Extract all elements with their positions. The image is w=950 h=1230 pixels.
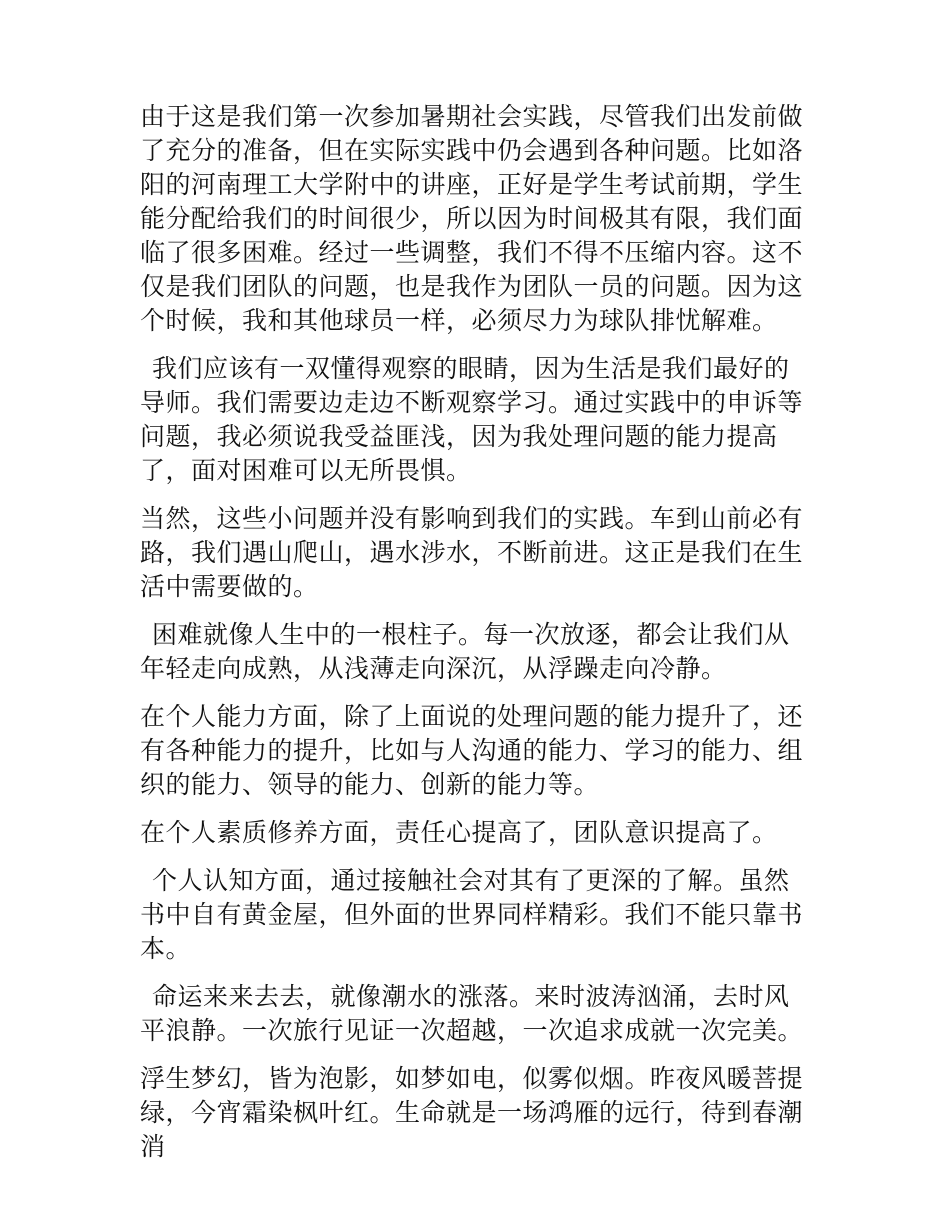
document-body — [140, 100, 812, 1178]
paragraph-4: 困难就像人生中的一根柱子。每一次放逐，都会让我们从年轻走向成熟，从浅薄走向深沉，从浮躁走向冷静。 — [140, 620, 790, 683]
paragraph-5: 在个人能力方面，除了上面说的处理问题的能力提升了，还有各种能力的提升，比如与人沟通的能力、学习的能力、组织的能力、领导的能力、创新的能力等。 — [140, 702, 804, 799]
paragraph-7: 个人认知方面，通过接触社会对其有了更深的了解。虽然书中自有黄金屋，但外面的世界同样精彩。我们不能只靠书本。 — [140, 866, 804, 963]
paragraph-3: 当然，这些小问题并没有影响到我们的实践。车到山前必有路，我们遇山爬山，遇水涉水，不断前进。这正是我们在生活中需要做的。 — [140, 504, 804, 601]
paragraph-9: 浮生梦幻，皆为泡影，如梦如电，似雾似烟。昨夜风暖菩提绿，今宵霜染枫叶红。生命就是一场鸿雁的远行，待到春潮消 — [140, 1064, 804, 1161]
paragraph-2: 我们应该有一双懂得观察的眼睛，因为生活是我们最好的导师。我们需要边走边不断观察学习。通过实践中的申诉等问题，我必须说我受益匪浅，因为我处理问题的能力提高了，面对困难可以无所畏惧。 — [140, 354, 804, 485]
paragraph-6: 在个人素质修养方面，责任心提高了，团队意识提高了。 — [140, 818, 778, 847]
paragraph-8: 命运来来去去，就像潮水的涨落。来时波涛汹涌，去时风平浪静。一次旅行见证一次超越，一次追求成就一次完美。 — [140, 982, 804, 1045]
paragraph-1: 由于这是我们第一次参加暑期社会实践，尽管我们出发前做了充分的准备，但在实际实践中仍会遇到各种问题。比如洛阳的河南理工大学附中的讲座，正好是学生考试前期，学生能分配给我们的时间很少，所以因为时间极其有限，我们面临了很多困难。经过一些调整，我们不得不压缩内容。这不仅是我们团队的问题，也是我作为团队一员的问题。因为这个时候，我和其他球员一样，必须尽力为球队排忧解难。 — [140, 102, 804, 335]
